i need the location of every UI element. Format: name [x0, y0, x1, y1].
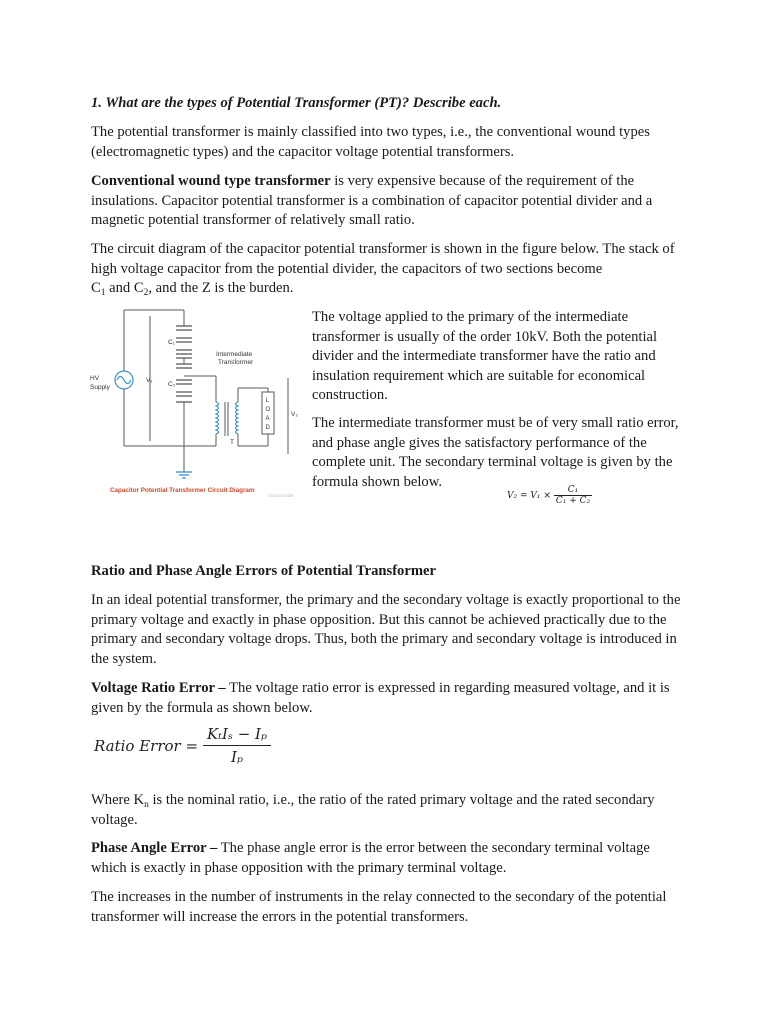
supply-label: Supply [90, 384, 110, 391]
c2-sub: 2 [143, 288, 149, 298]
c1-sub: 1 [100, 288, 106, 298]
right-paragraph-1: The voltage applied to the primary of the intermediate transformer is usually of the order 10kV. Both the potential divider and the intermediate transformer have the ratio and insulation requirement which are suitable for economical construction. [312, 309, 658, 403]
c1-prefix: C [91, 280, 101, 296]
load-letter-o: O [265, 407, 271, 413]
load-letter-a: A [265, 416, 270, 422]
c1-label: C₁ [168, 339, 175, 346]
ratio-formula-lhs: Ratio Error = [94, 736, 199, 755]
ideal-paragraph: In an ideal potential transformer, the primary and the secondary voltage is exactly proportional to the primary voltage and exactly in phase opposition. But this cannot be achieved practically due to the primary and secondary voltage drops. Thus, both the primary and secondary voltage is introduced in the system. [91, 592, 681, 667]
t-label: T [230, 439, 234, 446]
c2-capacitor-stack [176, 364, 192, 402]
question-heading: 1. What are the types of Potential Transformer (PT)? Describe each. [91, 95, 502, 111]
c1-capacitor-stack [176, 326, 192, 358]
right-paragraph-2: The intermediate transformer must be of very small ratio error, and phase angle gives the satisfactory performance of the complete unit. The secondary terminal voltage is given by the formula shown below. [312, 415, 679, 490]
circuit-intro-tail: , and the Z is the burden. [148, 280, 294, 296]
voltage-ratio-paragraph [91, 679, 681, 718]
section-title: Ratio and Phase Angle Errors of Potential Transformer [91, 563, 436, 579]
cpt-circuit-diagram [88, 306, 306, 498]
phase-angle-text: The phase angle error is the error between the secondary terminal voltage which is exactly in phase opposition with the primary terminal voltage. [91, 840, 650, 876]
ground-icon [176, 472, 192, 478]
where-paragraph [91, 791, 681, 830]
c2-prefix: and C [105, 280, 144, 296]
kn-sub: n [144, 800, 149, 810]
v2-formula-lhs: V₂ = V₁ × [507, 490, 551, 501]
load-letter-l: L [265, 398, 269, 404]
where-text: is the nominal ratio, i.e., the ratio of the rated primary voltage and the rated secondary voltage. [91, 792, 655, 828]
v2-formula [507, 485, 592, 506]
conventional-term: Conventional wound type transformer [91, 173, 331, 189]
ratio-formula-den: Iₚ [203, 745, 271, 766]
v2-formula-den: C₁ + C₂ [555, 496, 591, 506]
v2-formula-num: C₁ [567, 485, 579, 495]
circuit-intro-paragraph [91, 240, 681, 299]
phase-angle-paragraph [91, 839, 681, 878]
final-paragraph: The increases in the number of instruments in the relay connected to the secondary of the potential transformer will increase the errors in the potential transformers. [91, 889, 667, 925]
load-letter-d: D [265, 425, 270, 431]
kn-prefix: Where K [91, 792, 145, 808]
ratio-error-formula [94, 725, 271, 766]
primary-coil-icon [216, 402, 219, 434]
conventional-paragraph [91, 172, 681, 231]
hv-label: HV [90, 375, 100, 382]
intermediate-label: Intermediate [216, 351, 253, 358]
transformer-label: Transformer [218, 359, 254, 366]
secondary-coil-icon [236, 402, 239, 434]
voltage-ratio-term: Voltage Ratio Error – [91, 680, 226, 696]
figure-caption: Capacitor Potential Transformer Circuit Diagram [110, 487, 255, 494]
intro-paragraph: The potential transformer is mainly classified into two types, i.e., the conventional wound types (electromagnetic types) and the capacitor voltage potential transformers. [91, 124, 650, 160]
c2-label: C₂ [168, 381, 176, 388]
conventional-text: is very expensive because of the requirement of the insulations. Capacitor potential transformer is a combination of capacitor potential divider and a magnetic potential transformer of relatively small ratio. [91, 173, 653, 228]
v2-label: V₂ [291, 411, 298, 418]
ratio-formula-num: KₜIₛ − Iₚ [207, 725, 267, 743]
circuit-intro-text: The circuit diagram of the capacitor potential transformer is shown in the figure below. The stack of high voltage capacitor from the potential divider, the capacitors of two sections become [91, 241, 675, 277]
voltage-ratio-text: The voltage ratio error is expressed in regarding measured voltage, and it is given by the formula as shown below. [91, 680, 670, 716]
watermark: Circuit Globe [268, 493, 295, 498]
phase-angle-term: Phase Angle Error – [91, 840, 218, 856]
v1-label: V₁ [146, 377, 153, 384]
